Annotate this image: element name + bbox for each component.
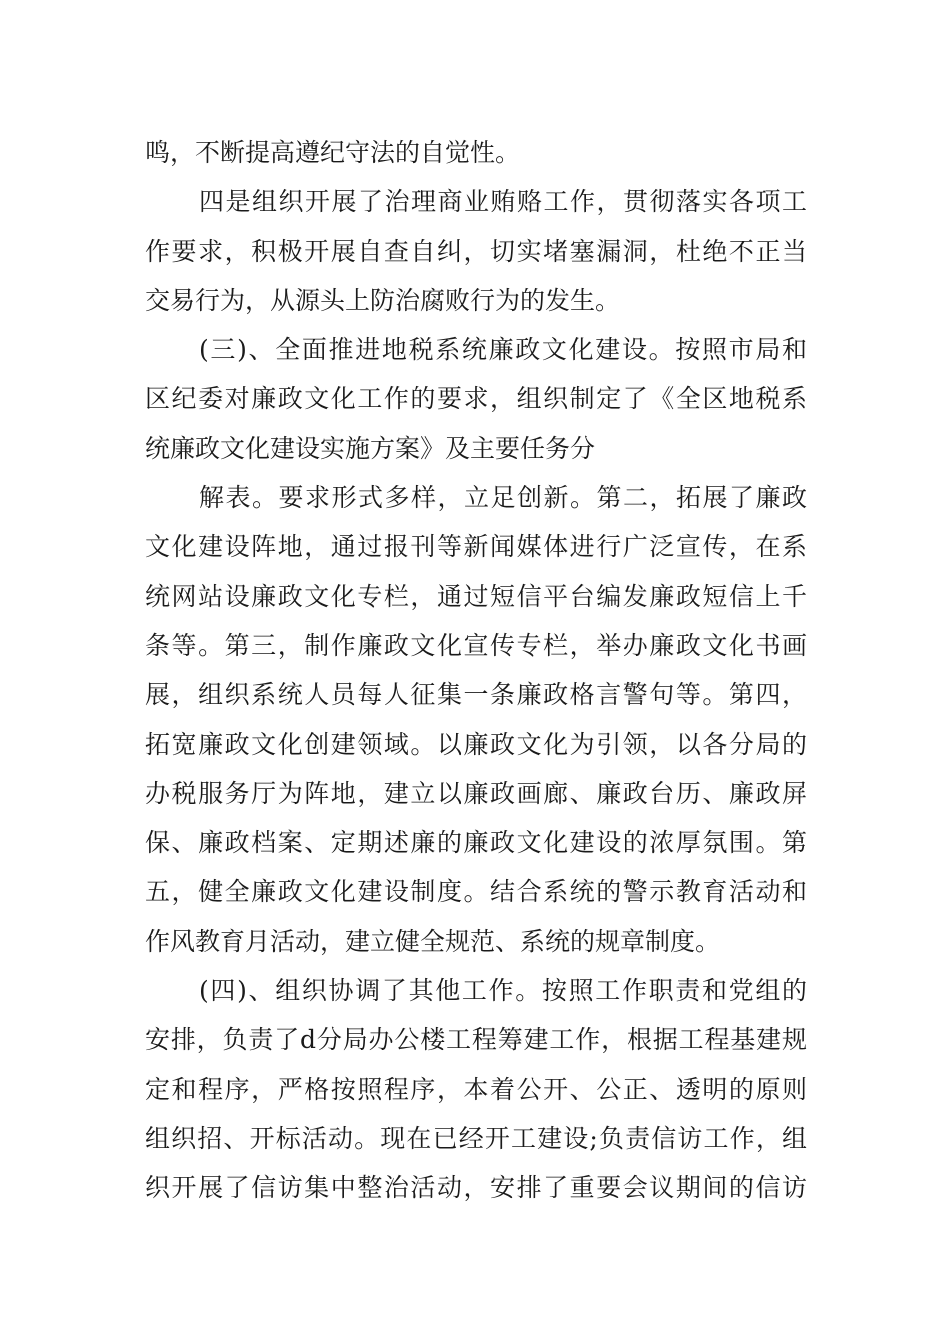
text-line: 鸣，不断提高遵纪守法的自觉性。 xyxy=(145,138,521,167)
text-line: (四)、组织协调了其他工作。按照工作职责和党组的 xyxy=(199,976,807,1006)
text-line: 条等。第三，制作廉政文化宣传专栏，举办廉政文化书画 xyxy=(145,630,807,660)
text-line: 组织招、开标活动。现在已经开工建设;负责信访工作，组 xyxy=(145,1123,807,1153)
body-text xyxy=(145,128,807,1213)
text-line: 展，组织系统人员每人征集一条廉政格言警句等。第四， xyxy=(145,680,807,710)
text-line: 五，健全廉政文化建设制度。结合系统的警示教育活动和 xyxy=(145,877,807,907)
text-line: 统网站设廉政文化专栏，通过短信平台编发廉政短信上千 xyxy=(145,581,807,611)
text-line: 作风教育月活动，建立健全规范、系统的规章制度。 xyxy=(145,926,721,956)
text-line: 统廉政文化建设实施方案》及主要任务分 xyxy=(145,433,596,463)
text-line: 文化建设阵地，通过报刊等新闻媒体进行广泛宣传，在系 xyxy=(145,532,807,562)
text-line: 四是组织开展了治理商业贿赂工作，贯彻落实各项工 xyxy=(199,187,807,217)
text-line: 安排，负责了d分局办公楼工程筹建工作，根据工程基建规 xyxy=(145,1025,807,1055)
text-line: 区纪委对廉政文化工作的要求，组织制定了《全区地税系 xyxy=(145,384,807,414)
text-line: (三)、全面推进地税系统廉政文化建设。按照市局和 xyxy=(199,335,807,365)
text-line: 拓宽廉政文化创建领域。以廉政文化为引领，以各分局的 xyxy=(145,729,807,759)
text-line: 办税服务厅为阵地，建立以廉政画廊、廉政台历、廉政屏 xyxy=(145,778,807,808)
text-line: 交易行为，从源头上防治腐败行为的发生。 xyxy=(145,285,621,315)
text-line: 解表。要求形式多样，立足创新。第二，拓展了廉政 xyxy=(199,483,807,513)
text-line: 作要求，积极开展自查自纠，切实堵塞漏洞，杜绝不正当 xyxy=(145,236,807,266)
text-line: 织开展了信访集中整治活动，安排了重要会议期间的信访 xyxy=(145,1173,807,1203)
text-line: 定和程序，严格按照程序，本着公开、公正、透明的原则 xyxy=(145,1074,807,1104)
text-line: 保、廉政档案、定期述廉的廉政文化建设的浓厚氛围。第 xyxy=(145,828,807,858)
